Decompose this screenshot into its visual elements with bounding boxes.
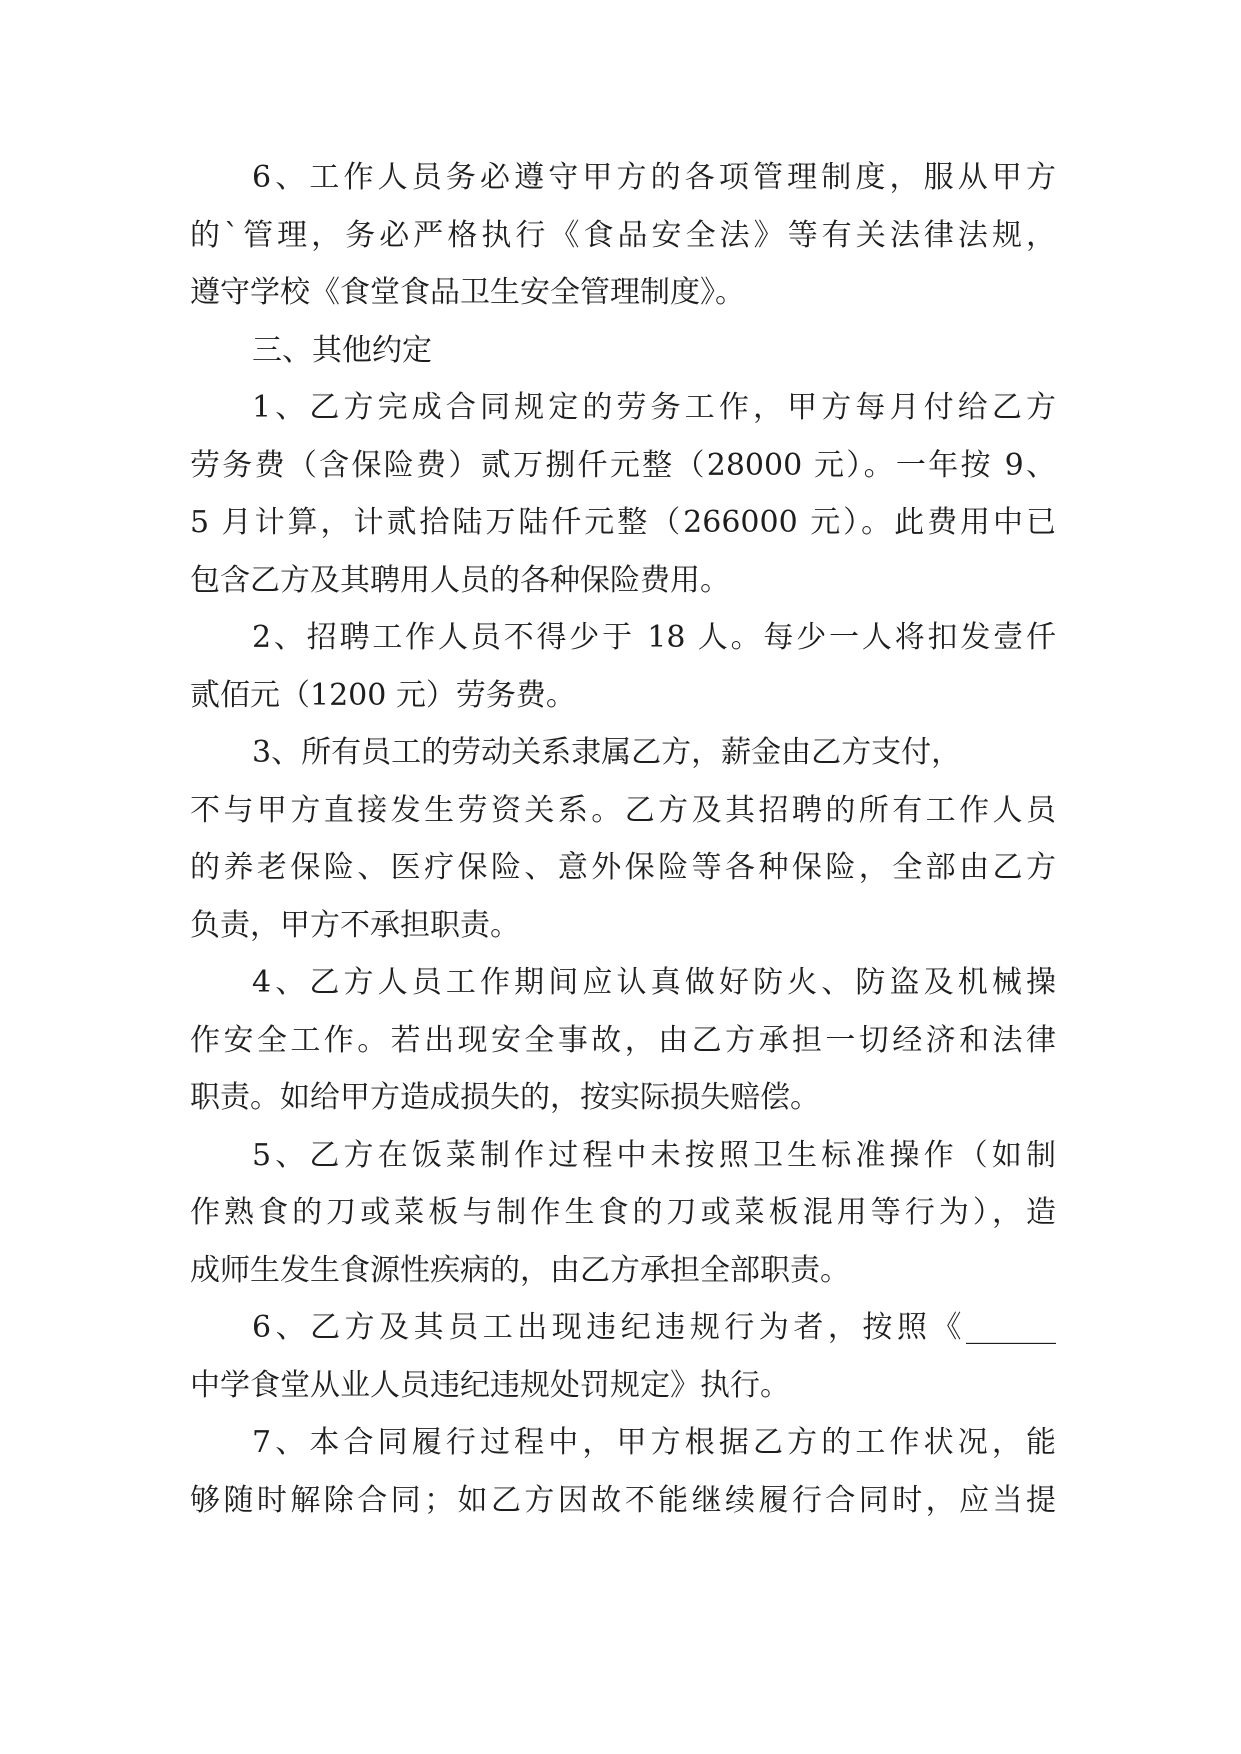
paragraph-line: 职责。如给甲方造成损失的，按实际损失赔偿。 xyxy=(190,1080,820,1115)
paragraph-line: 劳务费（含保险费）贰万捌仟元整（28000 元）。一年按 9、 xyxy=(190,447,1056,483)
paragraph-line: 遵守学校《食堂食品卫生安全管理制度》。 xyxy=(190,275,745,310)
paragraph-line: 6、乙方及其员工出现违纪违规行为者，按照《______ xyxy=(252,1310,1056,1345)
paragraph-line: 2、招聘工作人员不得少于 18 人。每少一人将扣发壹仟 xyxy=(252,620,1056,655)
paragraph-line: 负责，甲方不承担职责。 xyxy=(190,907,520,943)
paragraph-line: 贰佰元（1200 元）劳务费。 xyxy=(190,677,576,713)
paragraph-line: 5、乙方在饭菜制作过程中未按照卫生标准操作（如制 xyxy=(252,1137,1056,1173)
paragraph-line: 作安全工作。若出现安全事故，由乙方承担一切经济和法律 xyxy=(190,1022,1056,1058)
paragraph-line: 成师生发生食源性疾病的，由乙方承担全部职责。 xyxy=(190,1252,850,1288)
paragraph-line: 3、所有员工的劳动关系隶属乙方，薪金由乙方支付， xyxy=(252,735,962,770)
paragraph-line: 的养老保险、医疗保险、意外保险等各种保险，全部由乙方 xyxy=(190,850,1056,885)
paragraph-line: 够随时解除合同；如乙方因故不能继续履行合同时，应当提 xyxy=(190,1482,1056,1518)
paragraph-line: 不与甲方直接发生劳资关系。乙方及其招聘的所有工作人员 xyxy=(190,792,1056,828)
paragraph-line: 5 月计算，计贰拾陆万陆仟元整（266000 元）。此费用中已 xyxy=(190,505,1056,540)
paragraph-line: 6、工作人员务必遵守甲方的各项管理制度，服从甲方 xyxy=(252,160,1056,195)
paragraph-line: 1、乙方完成合同规定的劳务工作，甲方每月付给乙方 xyxy=(252,390,1056,425)
paragraph-line: 中学食堂从业人员违纪违规处罚规定》执行。 xyxy=(190,1367,790,1403)
paragraph-line: 4、乙方人员工作期间应认真做好防火、防盗及机械操 xyxy=(252,965,1056,1000)
document-body xyxy=(190,149,1056,1529)
section-heading: 三、其他约定 xyxy=(252,332,432,368)
paragraph-line: 的`管理，务必严格执行《食品安全法》等有关法律法规， xyxy=(190,217,1056,253)
paragraph-line: 作熟食的刀或菜板与制作生食的刀或菜板混用等行为），造 xyxy=(190,1195,1056,1230)
paragraph-line: 7、本合同履行过程中，甲方根据乙方的工作状况，能 xyxy=(252,1425,1056,1460)
paragraph-line: 包含乙方及其聘用人员的各种保险费用。 xyxy=(190,562,730,598)
